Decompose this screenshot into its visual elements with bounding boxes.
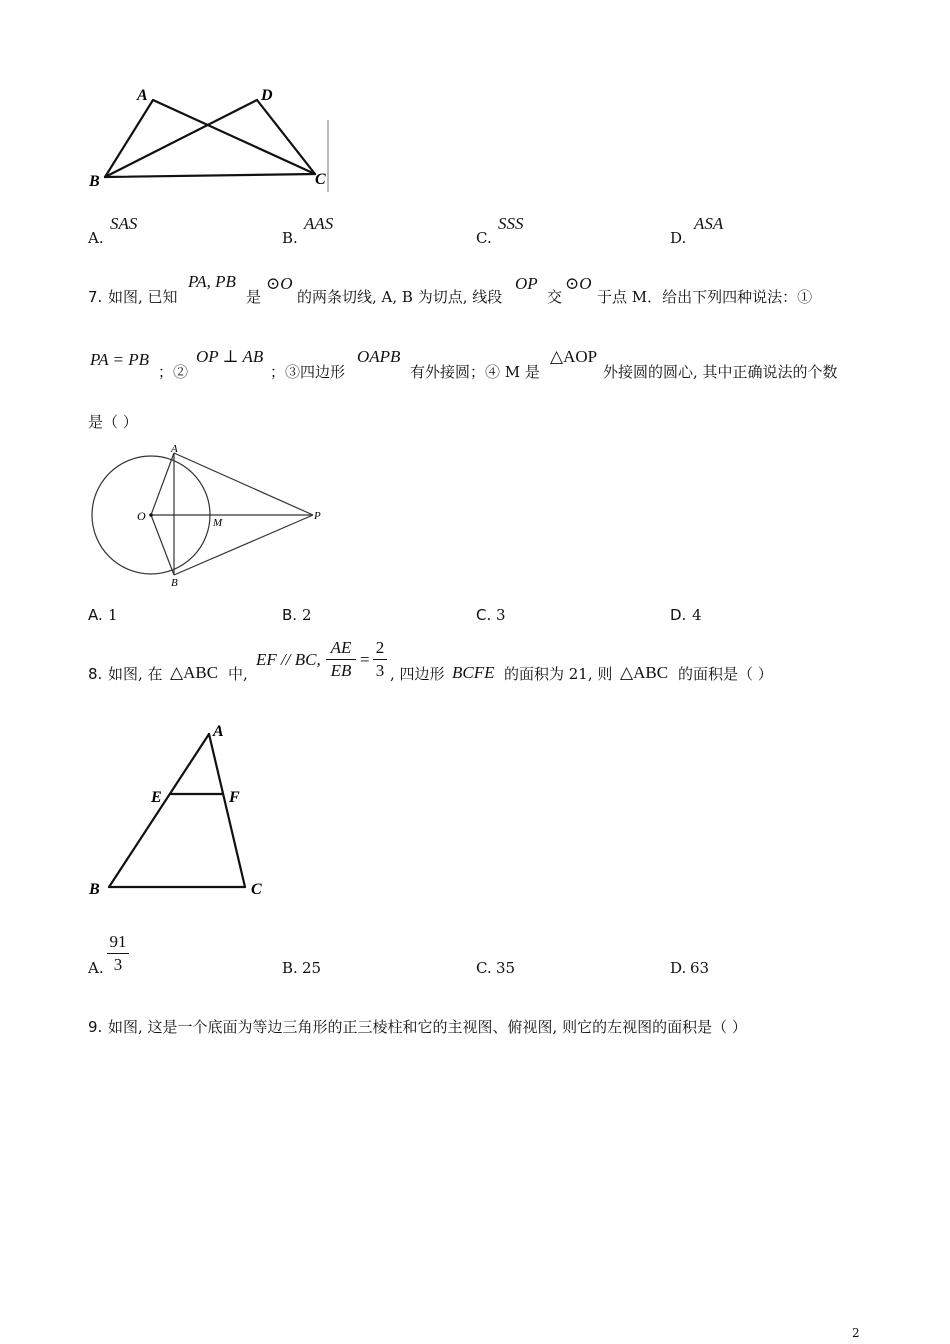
- option-label: C.: [476, 959, 492, 977]
- q8-math: △ABC: [170, 663, 219, 682]
- numerator: 91: [109, 932, 127, 951]
- q8-text: 如图, 在: [108, 665, 163, 683]
- q8-fraction-ae-eb: [326, 638, 356, 681]
- label-d: D: [261, 87, 273, 104]
- q7-text: 有外接圆；④ M 是: [410, 363, 540, 381]
- q8-math: △ABC: [620, 663, 669, 682]
- option-label: D.: [670, 606, 687, 624]
- label-p: P: [314, 510, 321, 522]
- q8-text: 的面积是（ ）: [678, 665, 773, 683]
- q7-math: PA = PB: [90, 350, 150, 369]
- q7-math: ⊙O: [565, 274, 592, 293]
- denominator: EB: [330, 661, 352, 680]
- option-fraction: [107, 932, 129, 975]
- q8-math: BCFE: [452, 663, 495, 682]
- q8-text: 的面积为 21, 则: [504, 665, 613, 683]
- q8-text: , 四边形: [390, 665, 445, 683]
- q7-text: 是（ ）: [88, 413, 138, 431]
- q7-text: 于点 M．给出下列四种说法：①: [597, 288, 813, 306]
- q7-math: OP ⊥ AB: [196, 347, 264, 366]
- label-b: B: [171, 577, 178, 589]
- q8-equals: =: [360, 650, 370, 669]
- figure-q7-circle-tangents: [85, 440, 335, 590]
- q7-text: 的两条切线, A, B 为切点, 线段: [297, 288, 503, 306]
- q7-text: 外接圆的圆心, 其中正确说法的个数: [603, 363, 838, 381]
- option-label: D.: [670, 959, 687, 977]
- label-a: A: [213, 723, 224, 740]
- label-a: A: [171, 443, 178, 455]
- option-label: C.: [476, 229, 492, 247]
- q9-text: 如图, 这是一个底面为等边三角形的正三棱柱和它的主视图、俯视图, 则它的左视图的面积是（ ）: [108, 1018, 747, 1036]
- numerator: 2: [375, 638, 385, 657]
- q7-math: ⊙O: [266, 274, 293, 293]
- figure-q6-quadrilateral: [85, 80, 345, 200]
- question-number: 7.: [88, 288, 103, 306]
- option-value: AAS: [304, 214, 334, 233]
- option-value: 25: [302, 959, 322, 977]
- page-number: 2: [852, 1326, 860, 1340]
- q7-math: △AOP: [550, 347, 598, 366]
- option-value: 3: [496, 606, 506, 624]
- denominator: 3: [375, 661, 385, 680]
- option-value: SSS: [498, 214, 524, 233]
- q7-text: ；②: [158, 363, 189, 381]
- q8-fraction-2-3: [373, 638, 387, 681]
- option-label: B.: [282, 959, 298, 977]
- option-value: 35: [496, 959, 516, 977]
- label-b: B: [89, 173, 100, 190]
- figure-q8-triangle: [85, 718, 285, 903]
- option-label: A.: [88, 959, 104, 977]
- option-value: ASA: [694, 214, 724, 233]
- q7-text: ；③四边形: [270, 363, 346, 381]
- denominator: 3: [113, 955, 123, 974]
- option-label: A.: [88, 229, 104, 247]
- label-e: E: [151, 789, 162, 806]
- label-b: B: [89, 881, 100, 898]
- option-label: D.: [670, 229, 687, 247]
- option-value: 4: [692, 606, 702, 624]
- option-value: 63: [690, 959, 710, 977]
- option-value: 1: [108, 606, 118, 624]
- q7-math: OAPB: [357, 347, 401, 366]
- question-number: 9.: [88, 1018, 103, 1036]
- q8-text: 中,: [228, 665, 248, 683]
- label-c: C: [251, 881, 262, 898]
- label-c: C: [315, 171, 326, 188]
- option-value: SAS: [110, 214, 138, 233]
- q7-math: OP: [515, 274, 538, 293]
- option-label: B.: [282, 606, 298, 624]
- label-m: M: [213, 517, 223, 529]
- q7-text: 如图, 已知: [108, 288, 178, 306]
- q7-text: 是: [246, 288, 262, 306]
- question-number: 8.: [88, 665, 103, 683]
- option-label: A.: [88, 606, 103, 624]
- option-label: C.: [476, 606, 492, 624]
- q8-math: EF // BC,: [256, 650, 321, 669]
- numerator: AE: [330, 638, 352, 657]
- label-o: O: [137, 509, 146, 523]
- label-a: A: [137, 87, 148, 104]
- label-f: F: [229, 789, 240, 806]
- q7-text: 交: [547, 288, 563, 306]
- q7-math: PA, PB: [188, 272, 236, 291]
- option-value: 2: [302, 606, 312, 624]
- option-label: B.: [282, 229, 298, 247]
